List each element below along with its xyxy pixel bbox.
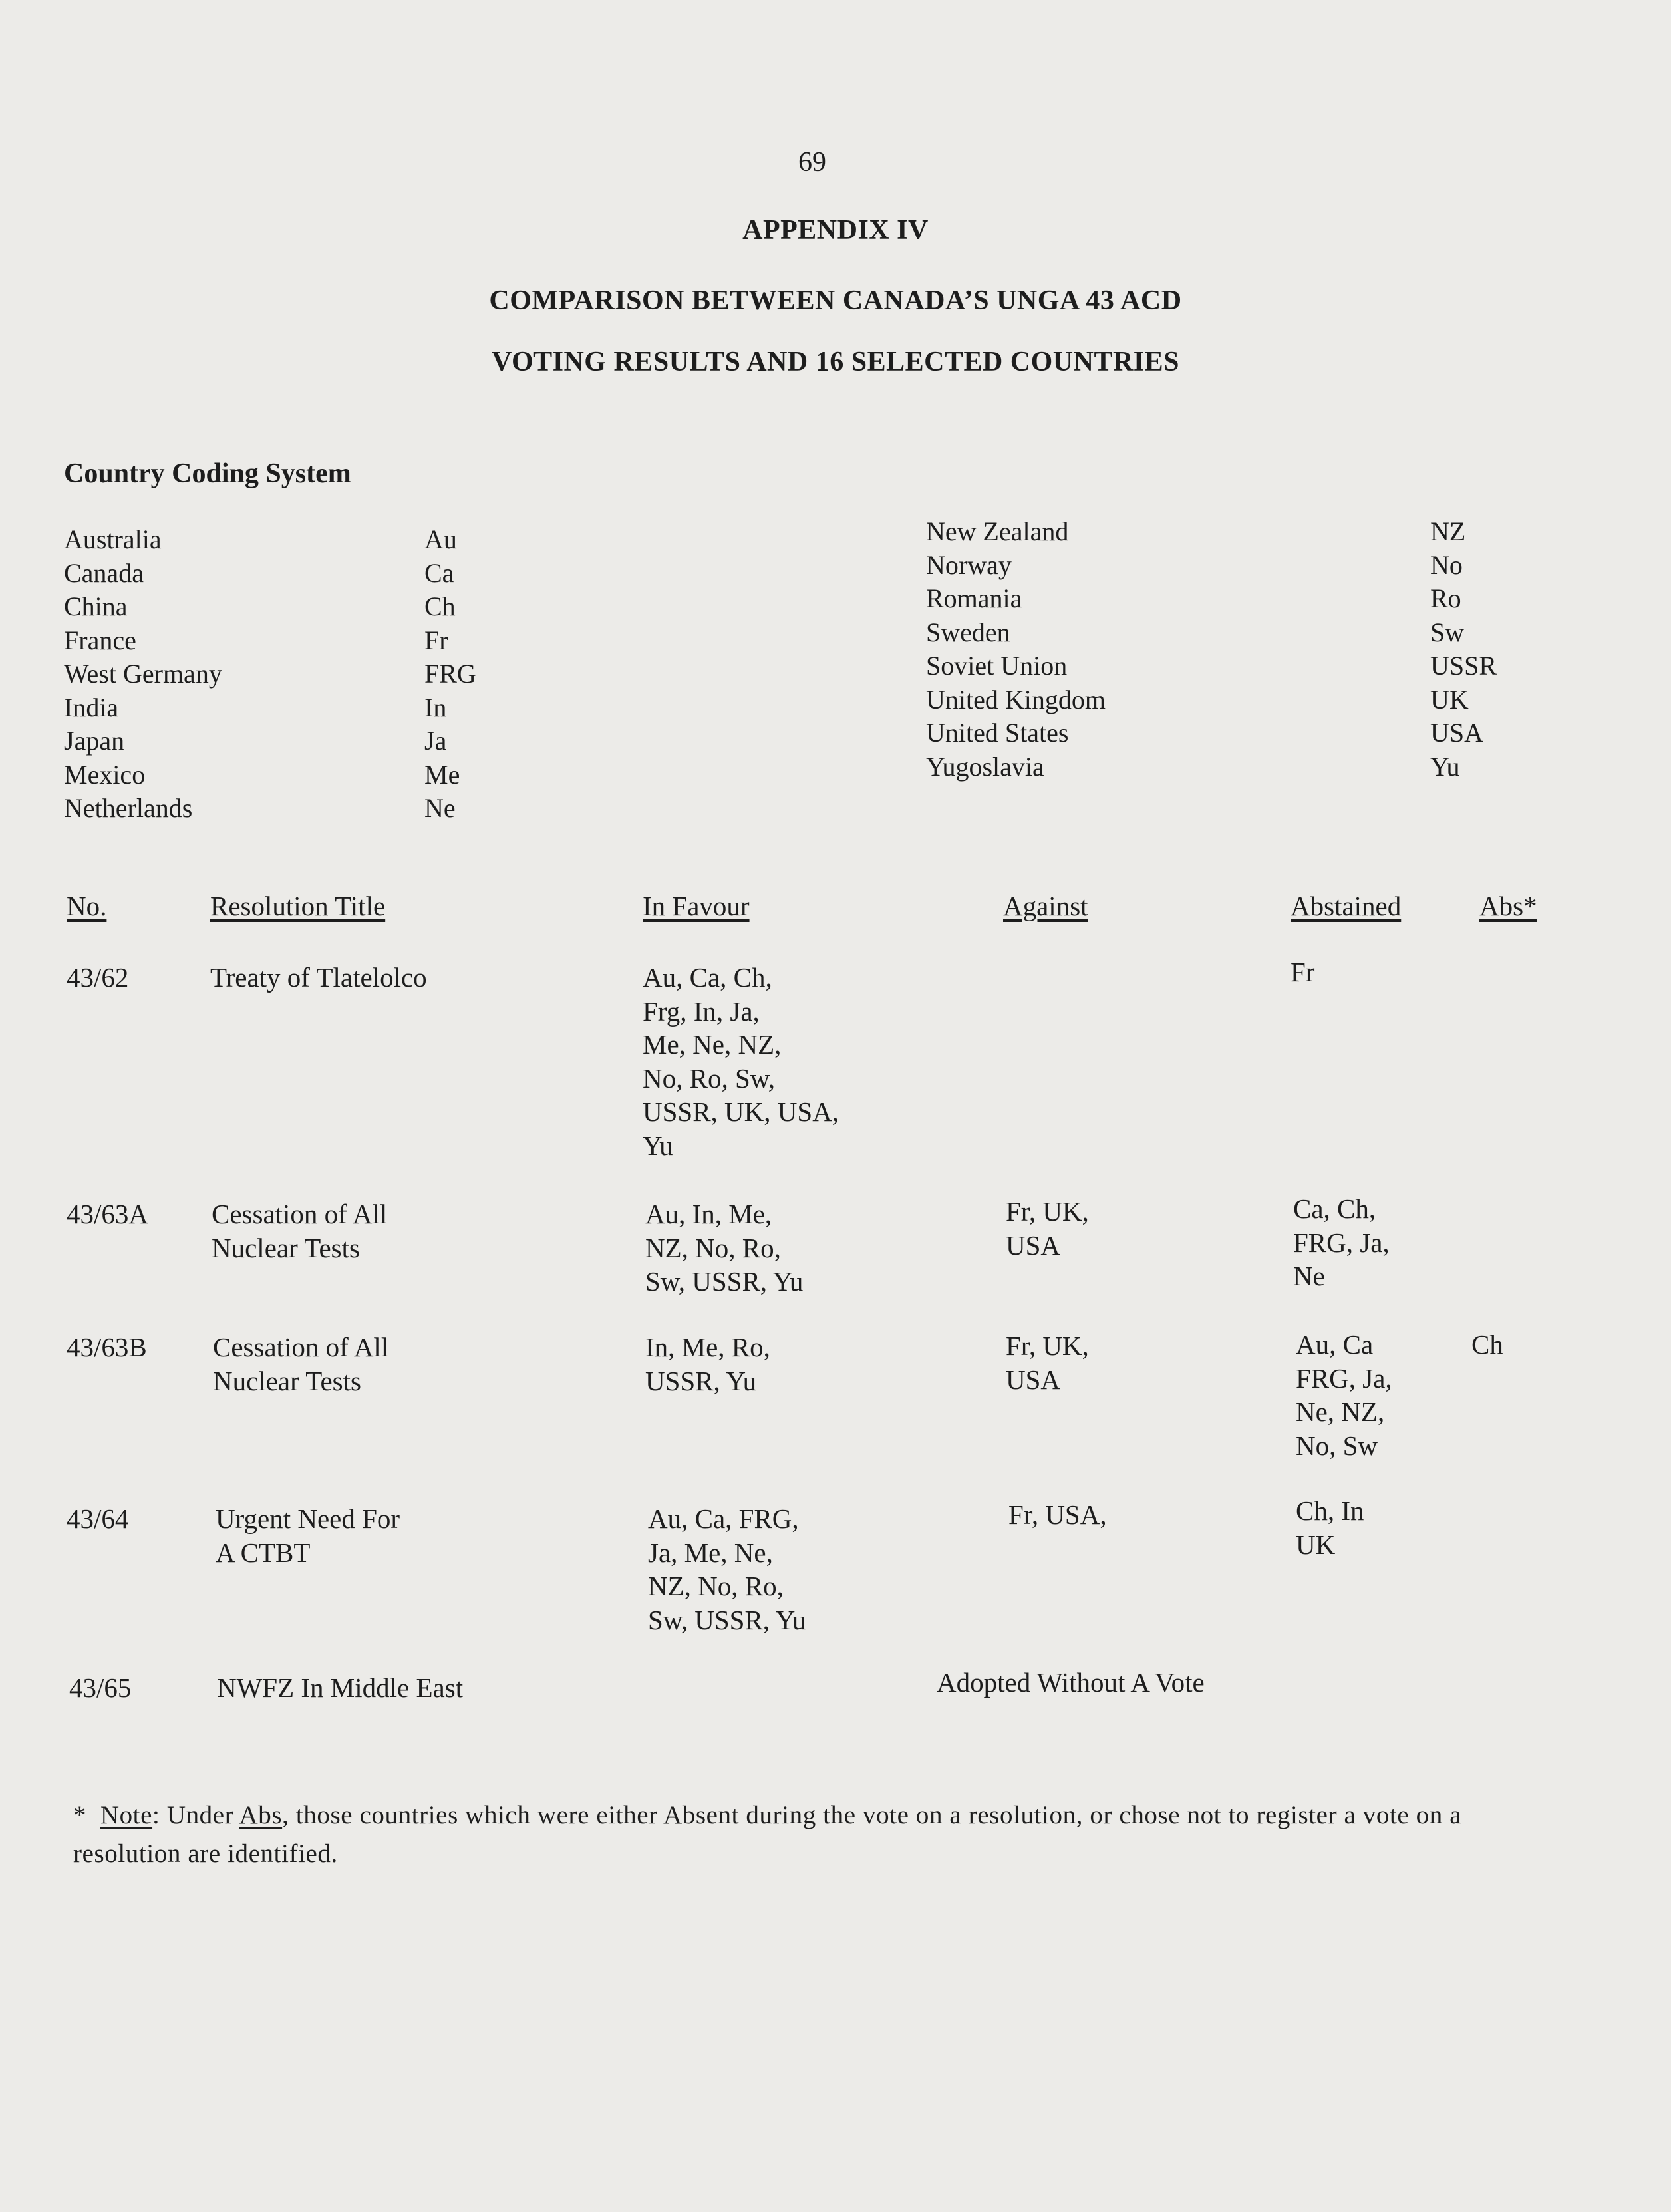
country-code: FRG [424,659,476,689]
country-code: USSR [1430,651,1497,681]
favour-line: USSR, Yu [645,1365,757,1396]
abs-list [1471,1328,1503,1362]
country-code: In [424,692,447,722]
abstained-list [1293,1192,1390,1293]
country-code: USA [1430,718,1484,748]
country-name: Romania [926,583,1022,613]
country-name: Mexico [64,759,146,790]
country-name: Canada [64,557,144,588]
country-code: No [1430,550,1463,580]
page-number: 69 [798,147,826,178]
country-names-left [64,523,222,826]
country-code: Ro [1430,583,1461,613]
title-line: Treaty of Tlatelolco [210,962,427,993]
resolution-number: 43/63A [67,1199,148,1229]
footnote-text: , those countries which were either Absent during the vote on a resolution, or chose not to register a vote on a resolution are identified. [73,1801,1462,1868]
country-code: Ne [424,793,456,823]
country-name: Japan [64,726,125,756]
footnote-text: : Under [152,1801,239,1829]
against-list [1006,1329,1089,1396]
resolution-title [212,1197,387,1265]
title-line: Nuclear Tests [213,1365,361,1396]
country-code: Fr [424,625,448,655]
country-codes-right [1430,515,1497,784]
abstained-line: No, Sw [1296,1430,1378,1461]
comparison-subtitle: VOTING RESULTS AND 16 SELECTED COUNTRIES [491,347,1180,377]
country-names-right [926,515,1106,784]
against-list [1008,1498,1107,1532]
abstained-list [1296,1328,1392,1462]
footnote-star: * [73,1801,87,1829]
against-line: USA [1006,1364,1061,1395]
resolution-number: 43/62 [67,962,129,993]
country-name: Australia [64,524,162,554]
against-line: Fr, UK, [1006,1196,1089,1227]
in-favour-list [645,1197,803,1299]
favour-line: Au, Ca, Ch, [643,962,772,993]
favour-line: Frg, In, Ja, [643,995,760,1027]
resolution-title [216,1502,400,1569]
against-list [1006,1195,1089,1262]
favour-line: Sw, USSR, Yu [648,1604,806,1635]
header-in-favour: In Favour [643,891,750,921]
abstained-line: Ca, Ch, [1293,1193,1376,1224]
header-abstained: Abstained [1291,891,1402,921]
against-line: Fr, USA, [1008,1500,1107,1530]
country-name: Soviet Union [926,651,1068,681]
adopted-without-vote: Adopted Without A Vote [937,1667,1205,1698]
resolution-title [210,961,427,995]
favour-line: Ja, Me, Ne, [648,1537,773,1568]
resolution-number: 43/63B [67,1332,147,1362]
abstained-line: UK [1296,1529,1336,1560]
title-line: Cessation of All [212,1199,388,1229]
abstained-line: FRG, Ja, [1296,1362,1392,1394]
title-line: NWFZ In Middle East [217,1672,464,1703]
abstained-line: Fr [1291,957,1315,987]
country-codes-left [424,523,476,826]
country-code: Ca [424,557,454,588]
country-name: West Germany [64,659,222,689]
country-code: Ch [424,591,456,621]
resolution-title [213,1331,388,1398]
country-name: France [64,625,136,655]
country-code: NZ [1430,516,1466,546]
abstained-line: Ne [1293,1261,1325,1291]
favour-line: Au, In, Me, [645,1199,772,1229]
favour-line: NZ, No, Ro, [648,1571,784,1601]
favour-line: Yu [643,1130,673,1161]
header-resolution-title: Resolution Title [210,891,386,921]
abstained-line: Ch, In [1296,1496,1364,1526]
country-code: UK [1430,684,1469,714]
resolution-number: 43/65 [69,1672,132,1703]
country-code: Me [424,759,460,790]
abstained-list [1296,1494,1364,1561]
title-line: Urgent Need For [216,1503,400,1534]
favour-line: USSR, UK, USA, [643,1096,839,1127]
country-name: India [64,692,119,722]
country-name: Norway [926,550,1012,580]
against-line: USA [1006,1229,1061,1261]
appendix-title: APPENDIX IV [742,215,929,245]
in-favour-list [648,1502,806,1637]
country-name: Sweden [926,617,1010,647]
title-line: A CTBT [216,1537,311,1568]
header-no: No. [67,891,107,921]
title-line: Nuclear Tests [212,1232,360,1263]
country-name: Netherlands [64,793,193,823]
in-favour-list [643,961,839,1162]
favour-line: Me, Ne, NZ, [643,1029,782,1060]
favour-line: Au, Ca, FRG, [648,1503,799,1534]
favour-line: NZ, No, Ro, [645,1232,781,1263]
against-line: Fr, UK, [1006,1331,1089,1361]
footnote [73,1796,1537,1873]
favour-line: No, Ro, Sw, [643,1062,775,1094]
comparison-title: COMPARISON BETWEEN CANADA’S UNGA 43 ACD [489,285,1182,316]
country-name: Yugoslavia [926,751,1044,782]
abstained-line: Au, Ca [1296,1329,1374,1360]
country-name: New Zealand [926,516,1069,546]
country-name: China [64,591,128,621]
resolution-title [217,1671,463,1705]
favour-line: In, Me, Ro, [645,1332,770,1362]
footnote-abs-term: Abs [239,1801,283,1829]
in-favour-list [645,1331,770,1398]
title-line: Cessation of All [213,1332,389,1362]
country-code: Sw [1430,617,1465,647]
coding-heading: Country Coding System [64,458,351,489]
country-code: Yu [1430,751,1460,782]
abstained-line: Ne, NZ, [1296,1396,1385,1427]
header-against: Against [1003,891,1088,921]
country-name: United Kingdom [926,684,1106,714]
abs-line: Ch [1471,1329,1503,1360]
footnote-label: Note [100,1801,153,1829]
header-abs: Abs* [1479,891,1537,921]
resolution-number: 43/64 [67,1503,129,1534]
country-code: Au [424,524,457,554]
country-name: United States [926,718,1069,748]
favour-line: Sw, USSR, Yu [645,1266,804,1297]
abstained-list [1291,955,1314,989]
country-code: Ja [424,726,447,756]
abstained-line: FRG, Ja, [1293,1227,1390,1258]
